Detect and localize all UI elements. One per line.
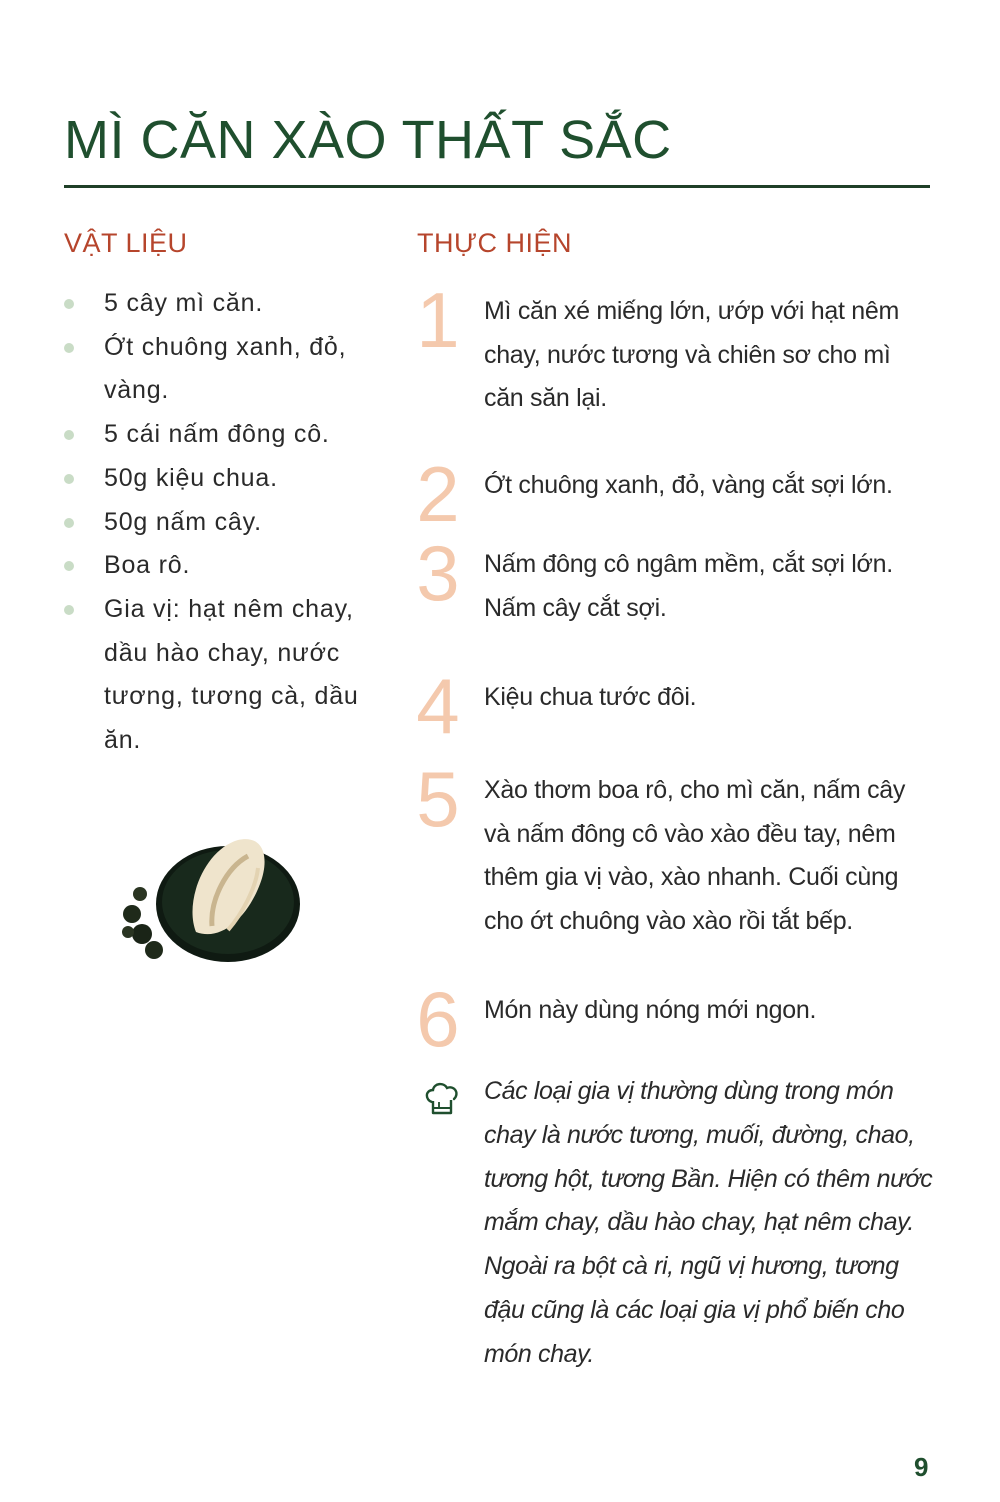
step-number: 4 [416, 662, 460, 750]
page-number: 9 [914, 1452, 929, 1482]
step-number: 6 [416, 975, 460, 1063]
step-text: Kiệu chua tước đôi. [484, 683, 697, 711]
list-item [64, 544, 374, 588]
ingredient-text: Ớt chuông xanh, đỏ, vàng. [104, 332, 347, 405]
bullet-icon [64, 430, 74, 440]
step-number: 5 [416, 755, 460, 843]
bullet-icon [64, 605, 74, 615]
ingredient-text: 5 cái nấm đông cô. [104, 420, 330, 449]
dish-photo [118, 822, 308, 972]
step-text: Mì căn xé miếng lớn, ướp với hạt nêm chay, nước tương và chiên sơ cho mì căn săn lại. [484, 297, 900, 412]
chef-hat-icon [422, 1078, 462, 1118]
ingredient-list [64, 282, 374, 763]
bullet-icon [64, 299, 74, 309]
step-text: Xào thơm boa rô, cho mì căn, nấm cây và nấm đông cô vào xào đều tay, nêm thêm gia vị vào, xào nhanh. Cuối cùng cho ớt chuông vào xào rồi tắt bếp. [484, 776, 906, 935]
step-text: Ớt chuông xanh, đỏ, vàng cắt sợi lớn. [484, 471, 893, 499]
step-number: 2 [416, 450, 460, 538]
list-item [64, 326, 374, 413]
bullet-icon [64, 474, 74, 484]
step-number: 1 [416, 276, 460, 364]
ingredient-text: 5 cây mì căn. [104, 289, 264, 317]
page-title: MÌ CĂN XÀO THẤT SẮC [64, 110, 672, 170]
tip-text: Các loại gia vị thường dùng trong món chay là nước tương, muối, đường, chao, tương hột, tương Bần. Hiện có thêm nước mắm chay, dầu hào chay, hạt nêm chay. Ngoài ra bột cà ri, ngũ vị hương, tương đậu cũng là các loại gia vị phổ biến cho món chay. [484, 1077, 933, 1368]
steps-heading: THỰC HIỆN [417, 228, 573, 258]
bullet-icon [64, 518, 74, 528]
list-item [64, 413, 374, 457]
bullet-icon [64, 343, 74, 353]
ingredient-text: Boa rô. [104, 551, 191, 580]
step-text: Món này dùng nóng mới ngon. [484, 996, 817, 1024]
step-number: 3 [416, 529, 460, 617]
step-text: Nấm đông cô ngâm mềm, cắt sợi lớn. Nấm cây cắt sợi. [484, 550, 893, 622]
ingredient-text: 50g kiệu chua. [104, 463, 278, 492]
list-item [64, 501, 374, 545]
list-item [64, 282, 374, 326]
list-item [64, 457, 374, 501]
list-item [64, 588, 374, 763]
title-divider [64, 185, 930, 188]
ingredient-text: Gia vị: hạt nêm chay, dầu hào chay, nước tương, tương cà, dầu ăn. [104, 594, 359, 755]
ingredient-text: 50g nấm cây. [104, 507, 262, 536]
bullet-icon [64, 561, 74, 571]
ingredients-heading: VẬT LIỆU [64, 228, 188, 258]
